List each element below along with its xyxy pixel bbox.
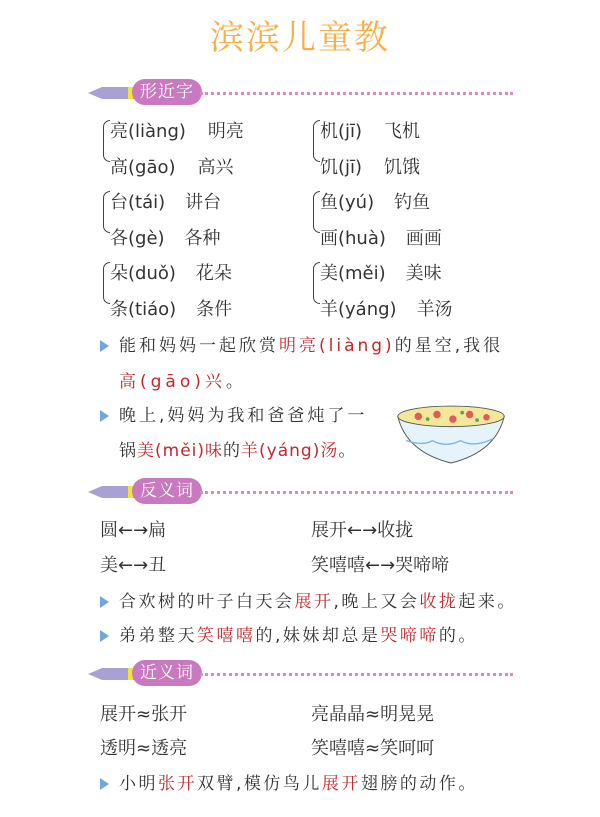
bullet-triangle-icon — [100, 630, 109, 642]
brace — [313, 262, 320, 304]
similar-char-pair — [110, 188, 221, 214]
text: 。 — [225, 372, 247, 392]
highlight: 展开 — [294, 592, 334, 612]
brace — [103, 262, 110, 304]
example-sentence-cont — [119, 367, 247, 392]
char-pinyin: 台(tái) — [110, 192, 166, 213]
char-pinyin: 亮(liàng) — [110, 121, 186, 142]
char-pinyin: 条(tiáo) — [110, 299, 177, 320]
antonym-pair: 笑嘻嘻←→哭啼啼 — [311, 555, 450, 576]
char-pinyin: 高(gāo) — [110, 157, 176, 178]
word: 饥饿 — [384, 157, 421, 178]
text: 弟弟整天 — [119, 626, 197, 646]
word: 钓鱼 — [394, 192, 431, 213]
synonym-pair: 展开≈张开 — [100, 704, 188, 725]
section-header-antonyms — [88, 477, 513, 507]
bullet-triangle-icon — [100, 410, 109, 422]
brace — [103, 191, 110, 233]
word: 各种 — [184, 228, 221, 249]
example-sentence — [100, 587, 517, 612]
antonym-pair: 圆←→扁 — [100, 520, 167, 541]
similar-char-pair — [320, 153, 420, 179]
bullet-triangle-icon — [100, 340, 109, 352]
text: 。 — [338, 441, 357, 461]
antonym-pair: 美←→丑 — [100, 555, 167, 576]
section-header-similar-chars — [88, 78, 513, 108]
similar-char-pair — [320, 188, 430, 214]
highlight: 收拢 — [419, 592, 459, 612]
text: 的,妹妹却总是 — [255, 626, 381, 646]
similar-char-pair — [110, 153, 234, 179]
example-sentence — [100, 621, 478, 646]
example-sentence-cont — [119, 436, 356, 461]
synonym-pair: 笑嘻嘻≈笑呵呵 — [311, 738, 435, 759]
highlight: 笑嘻嘻 — [197, 626, 256, 646]
word: 羊汤 — [416, 299, 453, 320]
text: 合欢树的叶子白天会 — [119, 592, 295, 612]
similar-char-pair — [320, 259, 442, 285]
similar-char-pair — [110, 117, 244, 143]
char-pinyin: 饥(jī) — [320, 157, 363, 178]
char-pinyin: 羊(yáng) — [320, 299, 397, 320]
word: 美味 — [405, 263, 442, 284]
text: 小明 — [119, 774, 158, 794]
section-title: 形近字 — [132, 79, 202, 105]
word: 明亮 — [207, 121, 244, 142]
highlight: 明亮(liàng) — [279, 336, 395, 356]
brace — [313, 120, 320, 162]
brace — [313, 191, 320, 233]
text: 能和妈妈一起欣赏 — [119, 336, 279, 356]
rocket-icon — [88, 84, 138, 102]
highlight: 羊(yáng)汤 — [241, 441, 339, 461]
soup-bowl-illustration — [395, 403, 507, 467]
char-pinyin: 机(jī) — [320, 121, 363, 142]
example-sentence — [100, 401, 367, 426]
rocket-icon — [88, 483, 138, 501]
similar-char-pair — [320, 295, 453, 321]
text: 的。 — [438, 626, 478, 646]
char-pinyin: 各(gè) — [110, 228, 165, 249]
watermark: 滨滨儿童教 — [210, 18, 390, 58]
word: 花朵 — [195, 263, 232, 284]
bullet-triangle-icon — [100, 778, 109, 790]
antonym-pair: 展开←→收拢 — [311, 520, 414, 541]
dotted-divider — [200, 673, 513, 676]
text: 双臂,模仿鸟儿 — [197, 774, 322, 794]
rocket-icon — [88, 665, 138, 683]
bullet-triangle-icon — [100, 596, 109, 608]
dotted-divider — [200, 491, 513, 494]
text: ,晚上又会 — [333, 592, 420, 612]
char-pinyin: 美(měi) — [320, 263, 386, 284]
char-pinyin: 画(huà) — [320, 228, 386, 249]
similar-char-pair — [110, 295, 232, 321]
synonym-pair: 亮晶晶≈明晃晃 — [311, 704, 435, 725]
dotted-divider — [200, 92, 513, 95]
text: 锅 — [119, 441, 137, 461]
text: 的 — [223, 441, 242, 461]
text: 的星空,我很 — [394, 336, 504, 356]
char-pinyin: 朵(duǒ) — [110, 263, 176, 284]
similar-char-pair — [320, 117, 420, 143]
example-sentence — [100, 331, 503, 356]
highlight: 展开 — [321, 774, 361, 794]
word: 高兴 — [197, 157, 234, 178]
section-title: 近义词 — [132, 660, 202, 686]
word: 画画 — [405, 228, 442, 249]
similar-char-pair — [320, 224, 442, 250]
brace — [103, 120, 110, 162]
word: 条件 — [196, 299, 233, 320]
word: 讲台 — [185, 192, 222, 213]
synonym-pair: 透明≈透亮 — [100, 738, 188, 759]
word: 飞机 — [384, 121, 421, 142]
similar-char-pair — [110, 224, 221, 250]
text: 起来。 — [458, 592, 517, 612]
highlight: 高(gāo)兴 — [119, 372, 226, 392]
highlight: 哭啼啼 — [380, 626, 439, 646]
section-header-synonyms — [88, 659, 513, 689]
similar-char-pair — [110, 259, 232, 285]
section-title: 反义词 — [132, 478, 202, 504]
text: 翅膀的动作。 — [360, 774, 478, 794]
highlight: 美(měi)味 — [137, 441, 224, 461]
char-pinyin: 鱼(yú) — [320, 192, 375, 213]
text: 晚上,妈妈为我和爸爸炖了一 — [119, 406, 368, 426]
highlight: 张开 — [158, 774, 197, 794]
example-sentence — [100, 769, 478, 794]
